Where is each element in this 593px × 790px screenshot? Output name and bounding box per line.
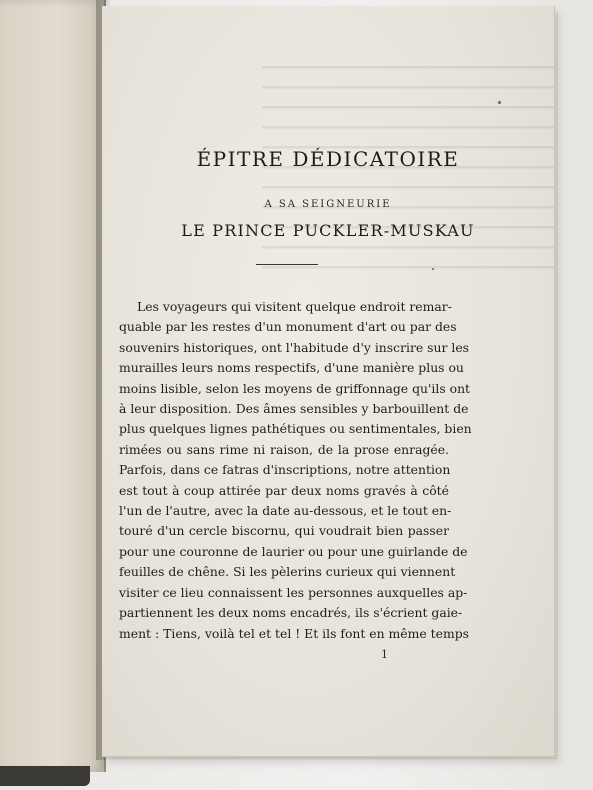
paper-speck	[498, 101, 501, 104]
text-line: souvenirs historiques, ont l'habitude d'y inscrire sur les	[119, 339, 470, 355]
text-line: murailles leurs noms respectifs, d'une manière plus ou	[119, 360, 464, 376]
page-number: 1	[381, 648, 388, 661]
text-line: quable par les restes d'un monument d'art ou par des	[119, 319, 457, 335]
text-line: visiter ce lieu connaissent les personnes auxquelles ap-	[119, 584, 468, 600]
text-line: l'un de l'autre, avec la date au-dessous, et le tout en-	[119, 503, 452, 519]
text-line: Parfois, dans ce fatras d'inscriptions, notre attention	[119, 462, 451, 478]
left-page	[0, 0, 106, 772]
text-line: plus quelques lignes pathétiques ou sentimentales, bien	[119, 421, 472, 437]
text-line: est tout à coup attirée par deux noms gravés à côté	[119, 482, 449, 498]
page-title: ÉPITRE DÉDICATOIRE	[196, 147, 460, 171]
text-line: feuilles de chêne. Si les pèlerins curieux qui viennent	[119, 564, 456, 580]
text-line: moins lisible, selon les moyens de griffonnage qu'ils ont	[119, 380, 471, 396]
text-line: partiennent les deux noms encadrés, ils s'écrient gaie-	[119, 605, 463, 621]
section-divider	[256, 264, 318, 265]
text-line: à leur disposition. Des âmes sensibles y barbouillent de	[119, 401, 469, 417]
paper-speck	[432, 268, 434, 270]
text-line: Les voyageurs qui visitent quelque endroit remar-	[137, 299, 452, 314]
text-line: pour une couronne de laurier ou pour une guirlande de	[119, 543, 468, 559]
dedication-line-1: A SA SEIGNEURIE	[264, 199, 392, 210]
body-paragraph	[119, 297, 472, 644]
show-through-text	[262, 66, 555, 286]
text-line: ment : Tiens, voilà tel et tel ! Et ils font en même temps	[119, 625, 470, 641]
dedication-line-2: LE PRINCE PUCKLER-MUSKAU	[181, 221, 475, 240]
text-line: rimées ou sans rime ni raison, de la prose enragée.	[119, 441, 449, 457]
text-line: touré d'un cercle biscornu, qui voudrait bien passer	[119, 523, 449, 539]
book-page	[102, 6, 555, 757]
